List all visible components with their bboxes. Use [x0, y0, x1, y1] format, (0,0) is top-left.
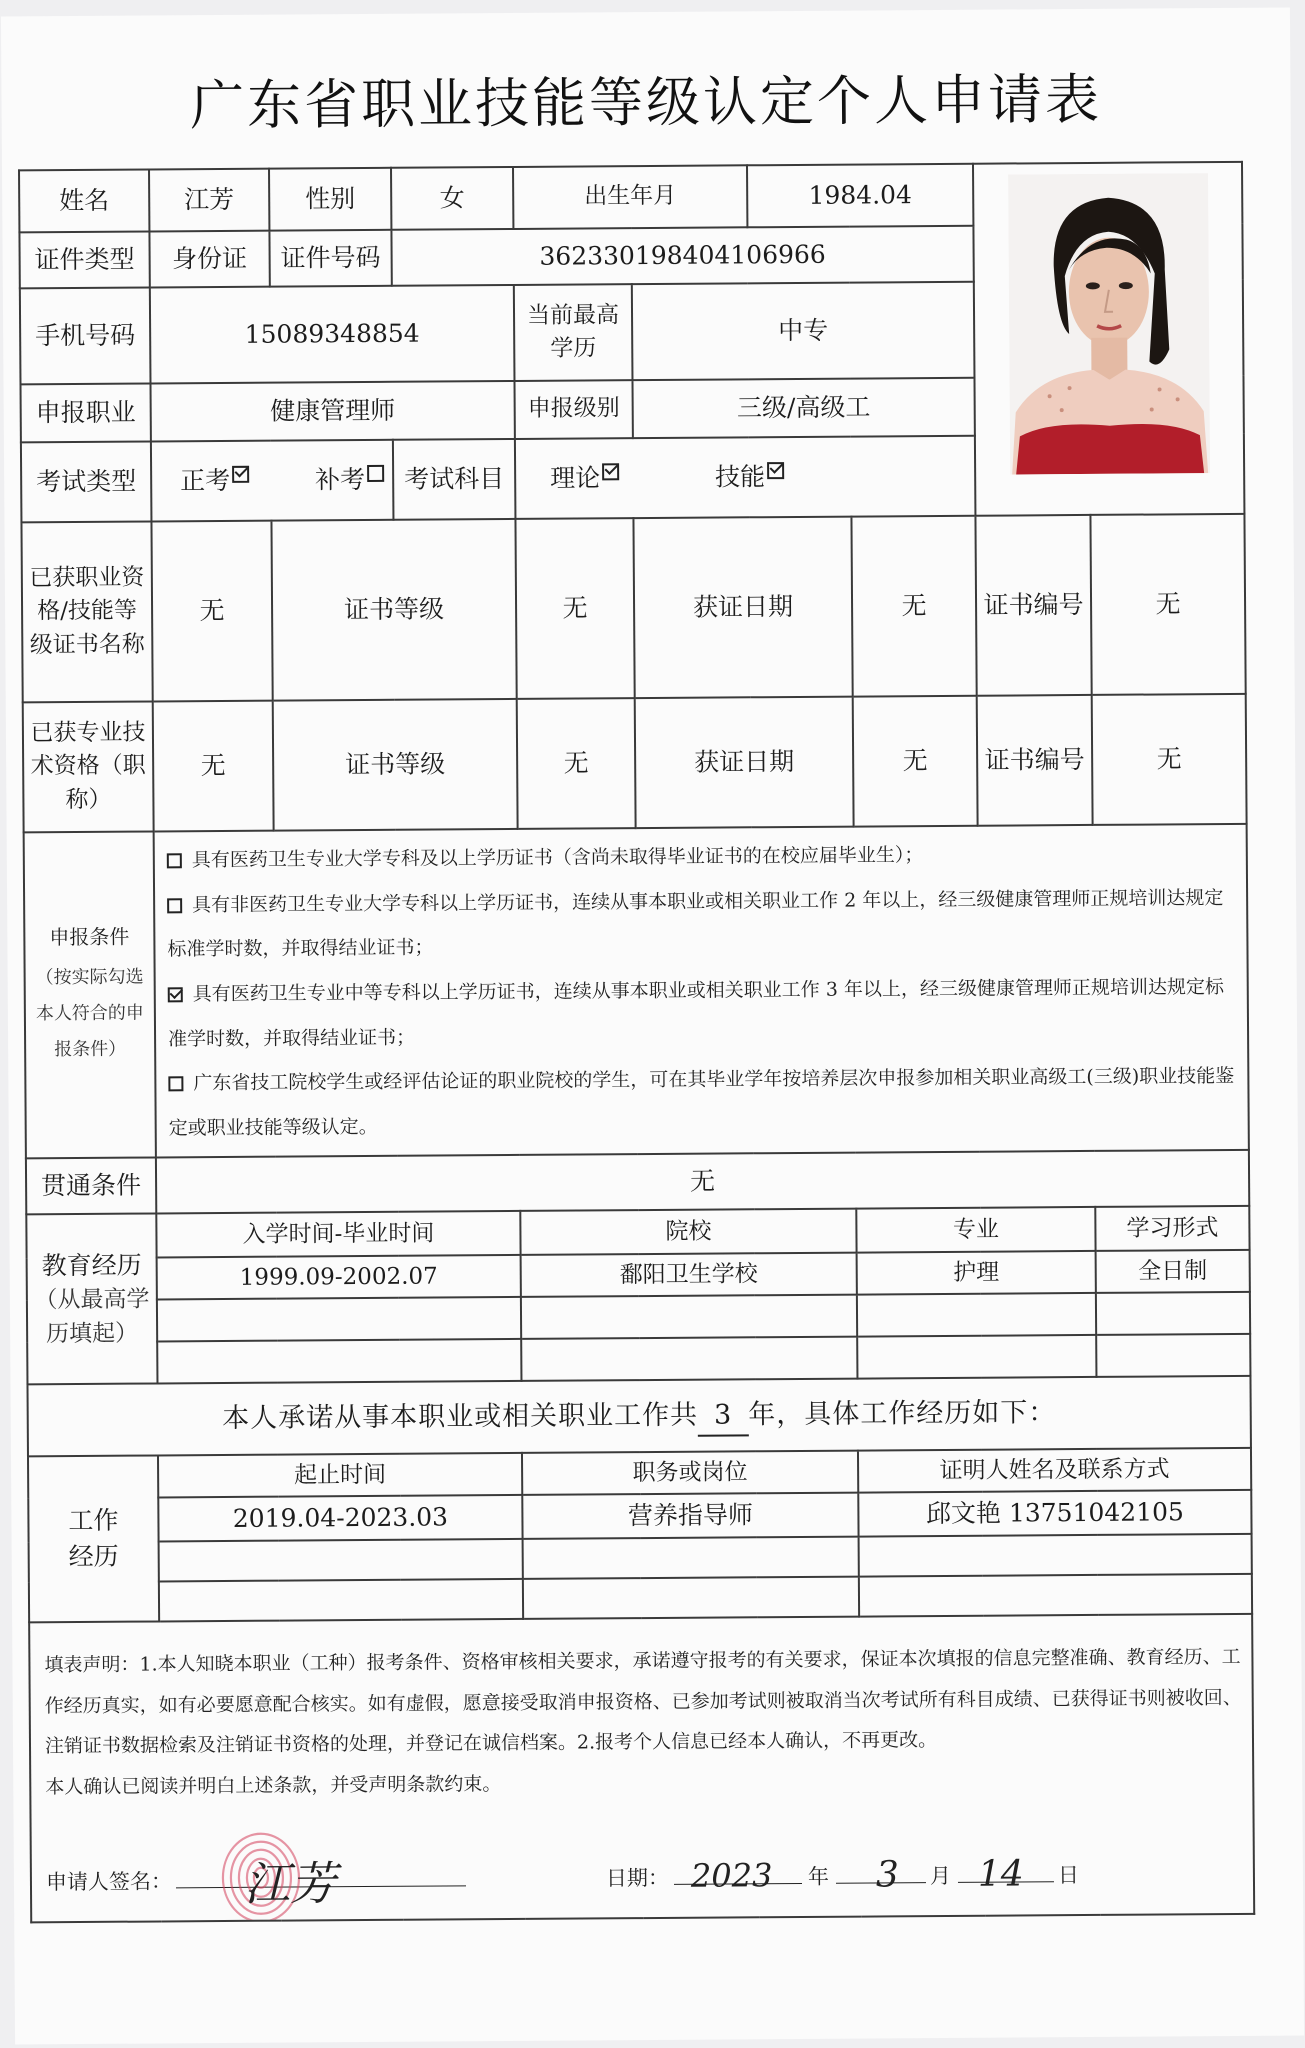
work-empty-cell — [159, 1579, 523, 1622]
occupation-label: 申报职业 — [21, 383, 151, 442]
id-type-value: 身份证 — [149, 231, 269, 288]
phone-value: 15089348854 — [150, 285, 515, 384]
declaration-cell — [29, 1614, 1254, 1923]
vocational-cert-level: 无 — [515, 518, 634, 699]
vocational-cert-name: 无 — [151, 521, 272, 702]
day-unit: 日 — [1057, 1863, 1080, 1888]
exam-type-label: 考试类型 — [21, 441, 152, 522]
edu-header-mode: 学习形式 — [1095, 1206, 1249, 1251]
edu-empty-cell — [1096, 1334, 1250, 1377]
edu-header-major: 专业 — [856, 1207, 1095, 1253]
work-years: 3 — [698, 1395, 748, 1436]
declaration-confirm: 本人确认已阅读并明白上述条款，并受声明条款约束。 — [45, 1773, 502, 1799]
condition-checkbox-2[interactable] — [167, 898, 182, 913]
sign-day: 14 — [977, 1853, 1024, 1895]
birth-value: 1984.04 — [747, 164, 973, 228]
vocational-cert-level-label: 证书等级 — [271, 519, 516, 701]
work-empty-cell — [859, 1574, 1252, 1617]
sign-year: 2023 — [690, 1856, 773, 1895]
work-row-period: 2019.04-2023.03 — [158, 1495, 522, 1542]
birth-label: 出生年月 — [513, 165, 747, 229]
work-empty-cell — [523, 1537, 859, 1579]
photo-cell — [973, 162, 1244, 516]
level-label: 申报级别 — [514, 380, 632, 439]
theory-option[interactable]: 理论 — [550, 463, 619, 492]
work-header-period: 起止时间 — [158, 1453, 522, 1498]
phone-label: 手机号码 — [20, 287, 151, 384]
edu-label: 当前最高学历 — [514, 284, 633, 381]
professional-cert-no-label: 证书编号 — [977, 695, 1093, 826]
work-pledge: 本人承诺从事本职业或相关职业工作共 3 年，具体工作经历如下： — [27, 1376, 1250, 1457]
applicant-signature: 江芳 — [243, 1856, 337, 1912]
condition-checkbox-3[interactable] — [168, 987, 183, 1002]
edu-header-school: 院校 — [520, 1209, 856, 1255]
vocational-cert-no-label: 证书编号 — [975, 515, 1091, 696]
work-empty-cell — [159, 1539, 523, 1582]
occupation-value: 健康管理师 — [151, 381, 515, 442]
id-type-label: 证件类型 — [19, 231, 149, 288]
work-label: 工作经历 — [28, 1456, 159, 1623]
education-label: 教育经历 — [41, 1250, 142, 1281]
month-unit: 月 — [929, 1864, 952, 1889]
sign-month: 3 — [875, 1854, 899, 1896]
work-header-position: 职务或岗位 — [522, 1451, 858, 1495]
makeup-checkbox[interactable] — [367, 465, 384, 482]
conditions-label-cell — [24, 831, 156, 1158]
condition-item-2[interactable]: 具有非医药卫生专业大学专科以上学历证书，连续从事本职业或相关职业工作 2 年以上，经三级健康管理师正规培训达规定标准学时数，并取得结业证书； — [167, 886, 1224, 961]
edu-row-mode: 全日制 — [1096, 1250, 1250, 1293]
edu-empty-cell — [857, 1335, 1096, 1379]
date-label: 日期： — [605, 1866, 670, 1891]
year-unit: 年 — [807, 1864, 830, 1890]
form-title: 广东省职业技能等级认定个人申请表 — [189, 67, 1103, 138]
exam-subject-label: 考试科目 — [393, 439, 516, 520]
professional-title-name: 无 — [153, 701, 274, 832]
gender-label: 性别 — [269, 168, 391, 231]
regular-checkbox[interactable] — [232, 466, 249, 483]
condition-checkbox-4[interactable] — [168, 1076, 183, 1091]
gender-value: 女 — [391, 167, 513, 230]
professional-cert-date: 无 — [853, 696, 978, 827]
edu-empty-cell — [521, 1337, 857, 1381]
sign-label: 申请人签名： — [45, 1869, 173, 1895]
edu-value: 中专 — [632, 282, 975, 380]
professional-cert-no: 无 — [1092, 694, 1247, 825]
signature-row — [45, 1826, 1243, 1912]
name-label: 姓名 — [19, 169, 149, 232]
name-value: 江芳 — [149, 169, 269, 232]
edu-empty-cell — [157, 1297, 521, 1342]
work-header-witness: 证明人姓名及联系方式 — [858, 1448, 1251, 1493]
regular-exam-option[interactable]: 正考 — [180, 466, 249, 495]
edu-row-major: 护理 — [857, 1251, 1096, 1295]
applicant-photo — [1008, 173, 1210, 474]
declaration-text: 填表声明：1.本人知晓本职业（工种）报考条件、资格审核相关要求，承诺遵守报考的有关要求，保证本次填报的信息完整准确、教育经历、工作经历真实，如有必要愿意配合核实。如有虚假，愿意接受取消申报资格、已参加考试则被取消当次考试所有科目成绩、已获得证书则被收回、注销证书数据检索及注销证书资格的处理，并登记在诚信档案。2.报考个人信息已经本人确认，不再更改。 — [44, 1645, 1242, 1758]
condition-item-4[interactable]: 广东省技工院校学生或经评估论证的职业院校的学生，可在其毕业学年按培养层次申报参加相关职业高级工(三级)职业技能鉴定或职业技能等级认定。 — [168, 1065, 1235, 1140]
level-value: 三级/高级工 — [632, 378, 974, 438]
work-empty-cell — [859, 1534, 1252, 1577]
vocational-cert-date: 无 — [851, 516, 976, 697]
id-no-label: 证件号码 — [269, 230, 391, 287]
skill-option[interactable]: 技能 — [715, 462, 784, 491]
through-label: 贯通条件 — [26, 1158, 156, 1215]
edu-empty-cell — [157, 1339, 521, 1384]
edu-row-period: 1999.09-2002.07 — [157, 1255, 521, 1300]
condition-item-3[interactable]: 具有医药卫生专业中等专科以上学历证书，连续从事本职业或相关职业工作 3 年以上，经三级健康管理师正规培训达规定标准学时数，并取得结业证书； — [168, 975, 1224, 1050]
through-value: 无 — [156, 1150, 1249, 1214]
edu-header-period: 入学时间-毕业时间 — [156, 1211, 520, 1258]
exam-type-options — [151, 440, 394, 522]
theory-checkbox[interactable] — [602, 463, 619, 480]
edu-row-school: 鄱阳卫生学校 — [521, 1253, 857, 1297]
skill-checkbox[interactable] — [767, 462, 784, 479]
education-label-cell — [26, 1214, 157, 1385]
edu-empty-cell — [1096, 1292, 1250, 1335]
edu-empty-cell — [857, 1293, 1096, 1337]
conditions-label: 申报条件 — [49, 924, 130, 949]
professional-cert-level: 无 — [517, 698, 636, 829]
work-row-witness: 邱文艳 13751042105 — [858, 1490, 1251, 1537]
exam-subject-options — [515, 436, 976, 519]
vocational-cert-no: 无 — [1090, 514, 1245, 695]
id-no-value: 362330198404106966 — [391, 226, 973, 286]
professional-cert-level-label: 证书等级 — [273, 699, 518, 831]
education-note: （从最高学历填起） — [34, 1286, 150, 1347]
edu-empty-cell — [521, 1295, 857, 1339]
makeup-exam-option[interactable]: 补考 — [315, 465, 384, 494]
application-form-sheet — [1, 8, 1304, 2045]
application-table — [18, 161, 1255, 1924]
conditions-list — [154, 824, 1249, 1158]
work-empty-cell — [523, 1577, 859, 1619]
conditions-note: （按实际勾选本人符合的申报条件） — [35, 966, 144, 1060]
professional-title-label: 已获专业技术资格（职称） — [23, 701, 154, 832]
vocational-cert-label: 已获职业资格/技能等级证书名称 — [21, 521, 152, 702]
condition-item-1[interactable]: 具有医药卫生专业大学专科及以上学历证书（含尚未取得毕业证书的在校应届毕业生）； — [167, 831, 1234, 883]
professional-cert-date-label: 获证日期 — [635, 697, 854, 829]
condition-checkbox-1[interactable] — [167, 853, 182, 868]
work-row-position: 营养指导师 — [522, 1493, 858, 1539]
vocational-cert-date-label: 获证日期 — [633, 517, 852, 699]
